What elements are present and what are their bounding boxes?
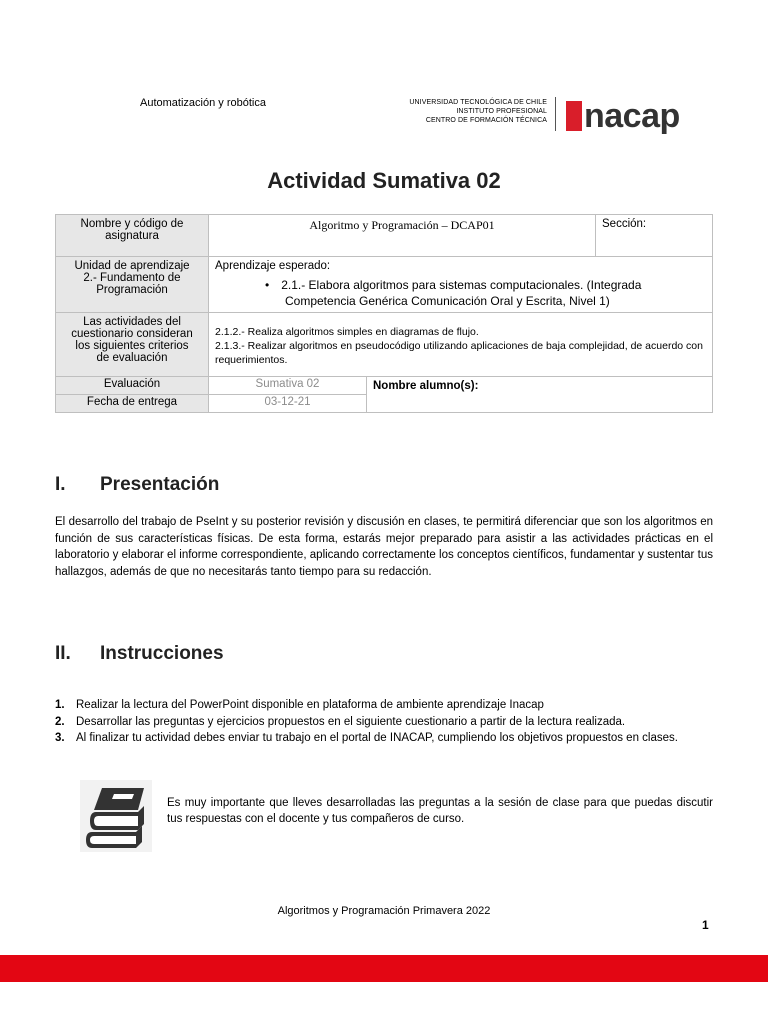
section-label: Sección:: [596, 215, 713, 257]
subject-label: Nombre y código de asignatura: [56, 215, 209, 257]
university-line: CENTRO DE FORMACIÓN TÉCNICA: [425, 117, 547, 124]
item-text: Al finalizar tu actividad debes enviar tu trabajo en el portal de INACAP, cumpliendo los objetivos propuestos en clases.: [76, 732, 678, 744]
student-name-label: Nombre alumno(s):: [367, 377, 713, 413]
expected-item-line: 2.1.- Elabora algoritmos para sistemas computacionales. (Integrada: [281, 278, 642, 292]
item-text: Realizar la lectura del PowerPoint disponible en plataforma de ambiente aprendizaje Inacap: [76, 699, 544, 711]
footer-text: Algoritmos y Programación Primavera 2022: [277, 905, 491, 917]
criteria-label-line: cuestionario consideran: [71, 328, 193, 340]
section-heading-presentation: [55, 474, 219, 496]
criteria-label-line: de evaluación: [96, 352, 168, 364]
instructions-list: [55, 697, 713, 747]
course-name: Automatización y robótica: [140, 97, 266, 109]
unit-label: [56, 257, 209, 313]
books-icon: [80, 780, 152, 852]
section-title: Presentación: [100, 474, 220, 495]
unit-label-line: Programación: [96, 284, 168, 296]
section-heading-instructions: [55, 643, 224, 665]
criteria-label: [56, 313, 209, 377]
item-text: Desarrollar las preguntas y ejercicios propuestos en el siguiente cuestionario a partir de la lectura realizada.: [76, 715, 626, 728]
logo-mark-icon: [566, 101, 582, 131]
section-number: II.: [55, 643, 71, 664]
criteria-label-line: los siguientes criterios: [75, 340, 189, 352]
expected-item-line: Competencia Genérica Comunicación Oral y Escrita, Nivel 1): [285, 294, 610, 308]
logo-divider: [555, 97, 556, 131]
criteria-cell: [209, 313, 713, 377]
criteria-item: 2.1.3.- Realizar algoritmos en pseudocódigo utilizando aplicaciones de baja complejidad, de acuerdo con requerimientos.: [215, 340, 703, 366]
unit-label-line: Unidad de aprendizaje: [74, 260, 190, 272]
list-item: [55, 730, 713, 747]
university-line: INSTITUTO PROFESIONAL: [456, 108, 547, 115]
criteria-item: 2.1.2.- Realiza algoritmos simples en diagramas de flujo.: [215, 326, 479, 338]
expected-learning-cell: [209, 257, 713, 313]
section-title: Instrucciones: [100, 643, 224, 664]
important-note: Es muy importante que lleves desarrolladas las preguntas a la sesión de clase para que puedas discutir tus respuestas con el docente y tus compañeros de curso.: [167, 797, 713, 825]
university-line: UNIVERSIDAD TECNOLÓGICA DE CHILE: [409, 99, 547, 106]
inacap-logo: [566, 97, 680, 135]
evaluation-value: Sumativa 02: [209, 377, 367, 395]
section-number: I.: [55, 474, 66, 495]
date-value: 03-12-21: [209, 395, 367, 413]
footer-band: [0, 955, 768, 982]
expected-label: Aprendizaje esperado:: [215, 260, 331, 272]
criteria-label-line: Las actividades del: [83, 316, 181, 328]
item-number: 2.: [55, 715, 65, 728]
item-number: 1.: [55, 699, 65, 711]
university-lines: [405, 98, 547, 125]
subject-value: Algoritmo y Programación – DCAP01: [209, 215, 596, 257]
date-label: Fecha de entrega: [56, 395, 209, 413]
list-item: [55, 697, 713, 714]
logo-text: nacap: [584, 97, 680, 135]
page-number: 1: [702, 918, 709, 932]
info-table: [55, 214, 713, 413]
list-item: [55, 714, 713, 731]
expected-item: [215, 277, 706, 309]
presentation-paragraph: El desarrollo del trabajo de PseInt y su posterior revisión y discusión en clases, te permitirá diferenciar que son los algoritmos en función de sus características físicas. De esta forma, estarás mejor preparado para asistir a las actividades prácticas en el laboratorio y elaborar el informe correspondiente, aplicando correctamente los conceptos científicos, fundamentar y sustentar tus hallazgos, además de que no necesitarás tanto tiempo para su redacción.: [55, 516, 713, 578]
item-number: 3.: [55, 732, 65, 744]
evaluation-label: Evaluación: [56, 377, 209, 395]
bullet-icon: •: [265, 278, 270, 292]
unit-label-line: 2.- Fundamento de: [83, 272, 181, 284]
document-title: Actividad Sumativa 02: [267, 168, 501, 193]
